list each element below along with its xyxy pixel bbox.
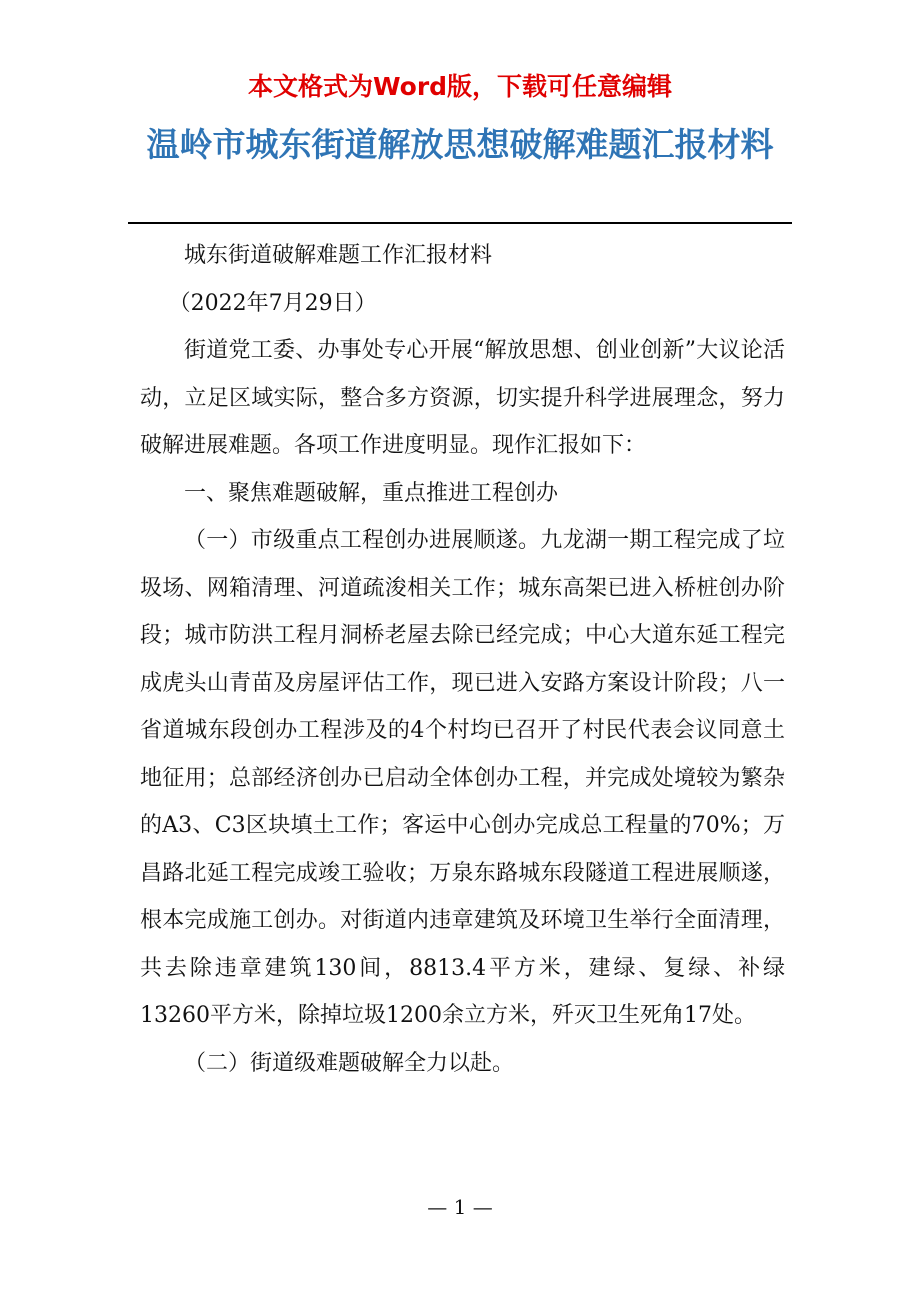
section-heading-1: 一、聚焦难题破解，重点推进工程创办 — [184, 480, 559, 506]
report-subtitle: 城东街道破解难题工作汇报材料 — [184, 243, 493, 268]
document-body — [140, 232, 785, 1087]
subsection-2-heading: （二）街道级难题破解全力以赴。 — [184, 1050, 515, 1076]
document-title: 温岭市城东街道解放思想破解难题汇报材料 — [146, 125, 774, 164]
intro-paragraph: 街道党工委、办事处专心开展“解放思想、创业创新”大议论活动，立足区域实际，整合多方资源，切实提升科学进展理念，努力破解进展难题。各项工作进度明显。现作汇报如下： — [140, 338, 785, 458]
title-divider — [128, 222, 792, 224]
word-format-banner: 本文格式为Word版，下载可任意编辑 — [247, 72, 673, 101]
report-date: （2022年7月29日） — [168, 290, 377, 316]
page-number: — 1 — — [427, 1195, 493, 1219]
subsection-1-paragraph: （一）市级重点工程创办进展顺遂。九龙湖一期工程完成了垃圾场、网箱清理、河道疏浚相关工作；城东高架已进入桥桩创办阶段；城市防洪工程月洞桥老屋去除已经完成；中心大道东延工程完成虎头山青苗及房屋评估工作，现已进入安路方案设计阶段；八一省道城东段创办工程涉及的4个村均已召开了村民代表会议同意土地征用；总部经济创办已启动全体创办工程，并完成处境较为繁杂的A3、C3区块填土工作；客运中心创办完成总工程量的70%；万昌路北延工程完成竣工验收；万泉东路城东段隧道工程进展顺遂，根本完成施工创办。对街道内违章建筑及环境卫生举行全面清理，共去除违章建筑130间，8813.4平方米，建绿、复绿、补绿13260平方米，除掉垃圾1200余立方米，歼灭卫生死角17处。 — [140, 528, 785, 1028]
